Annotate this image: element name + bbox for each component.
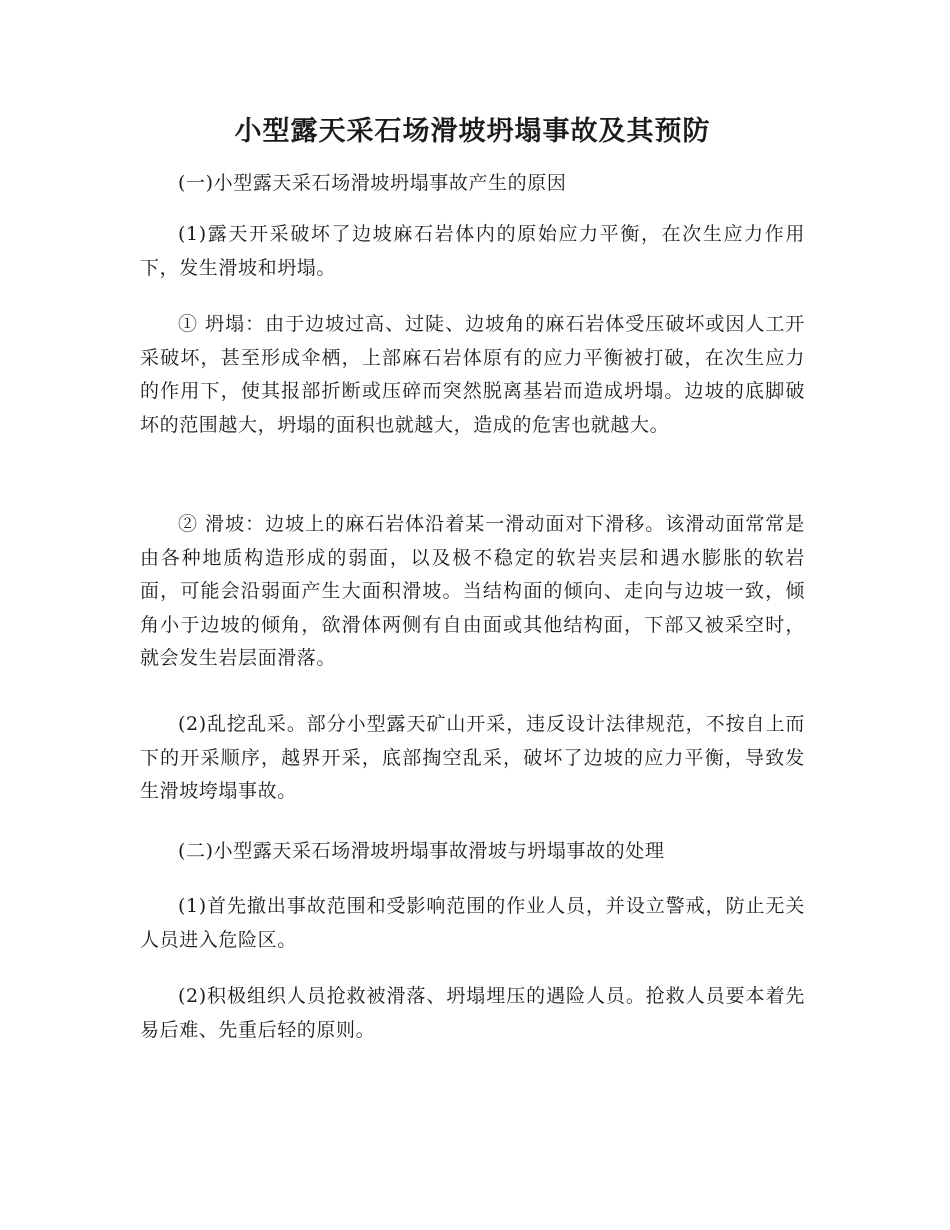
- paragraph-cause-2: (2)乱挖乱采。部分小型露天矿山开采，违反设计法律规范，不按自上而下的开采顺序，越界开采，底部掏空乱采，破坏了边坡的应力平衡，导致发生滑坡垮塌事故。: [140, 713, 805, 802]
- paragraph-handling-2: (2)积极组织人员抢救被滑落、坍塌埋压的遇险人员。抢救人员要本着先易后难、先重后轻的原则。: [140, 985, 805, 1041]
- paragraph-handling-1: (1)首先撤出事故范围和受影响范围的作业人员，并设立警戒，防止无关人员进入危险区。: [140, 895, 805, 951]
- paragraph-landslide: ② 滑坡：边坡上的麻石岩体沿着某一滑动面对下滑移。该滑动面常常是由各种地质构造形成的弱面，以及极不稳定的软岩夹层和遇水膨胀的软岩面，可能会沿弱面产生大面积滑坡。当结构面的倾向、走向与边坡一致，倾角小于边坡的倾角，欲滑体两侧有自由面或其他结构面，下部又被采空时，就会发生岩层面滑落。: [140, 513, 805, 669]
- paragraph-collapse: ① 坍塌：由于边坡过高、过陡、边坡角的麻石岩体受压破坏或因人工开采破坏，甚至形成伞栖，上部麻石岩体原有的应力平衡被打破，在次生应力的作用下，使其报部折断或压碎而突然脱离基岩而造成坍塌。边坡的底脚破坏的范围越大，坍塌的面积也就越大，造成的危害也就越大。: [140, 313, 805, 436]
- document-page: [140, 0, 805, 1230]
- paragraph-cause-1: (1)露天开采破坏了边坡麻石岩体内的原始应力平衡，在次生应力作用下，发生滑坡和坍塌。: [140, 223, 805, 279]
- section-heading-handling: (二)小型露天采石场滑坡坍塌事故滑坡与坍塌事故的处理: [178, 840, 665, 862]
- section-heading-causes: (一)小型露天采石场滑坡坍塌事故产生的原因: [178, 172, 567, 194]
- document-title: 小型露天采石场滑坡坍塌事故及其预防: [234, 116, 711, 147]
